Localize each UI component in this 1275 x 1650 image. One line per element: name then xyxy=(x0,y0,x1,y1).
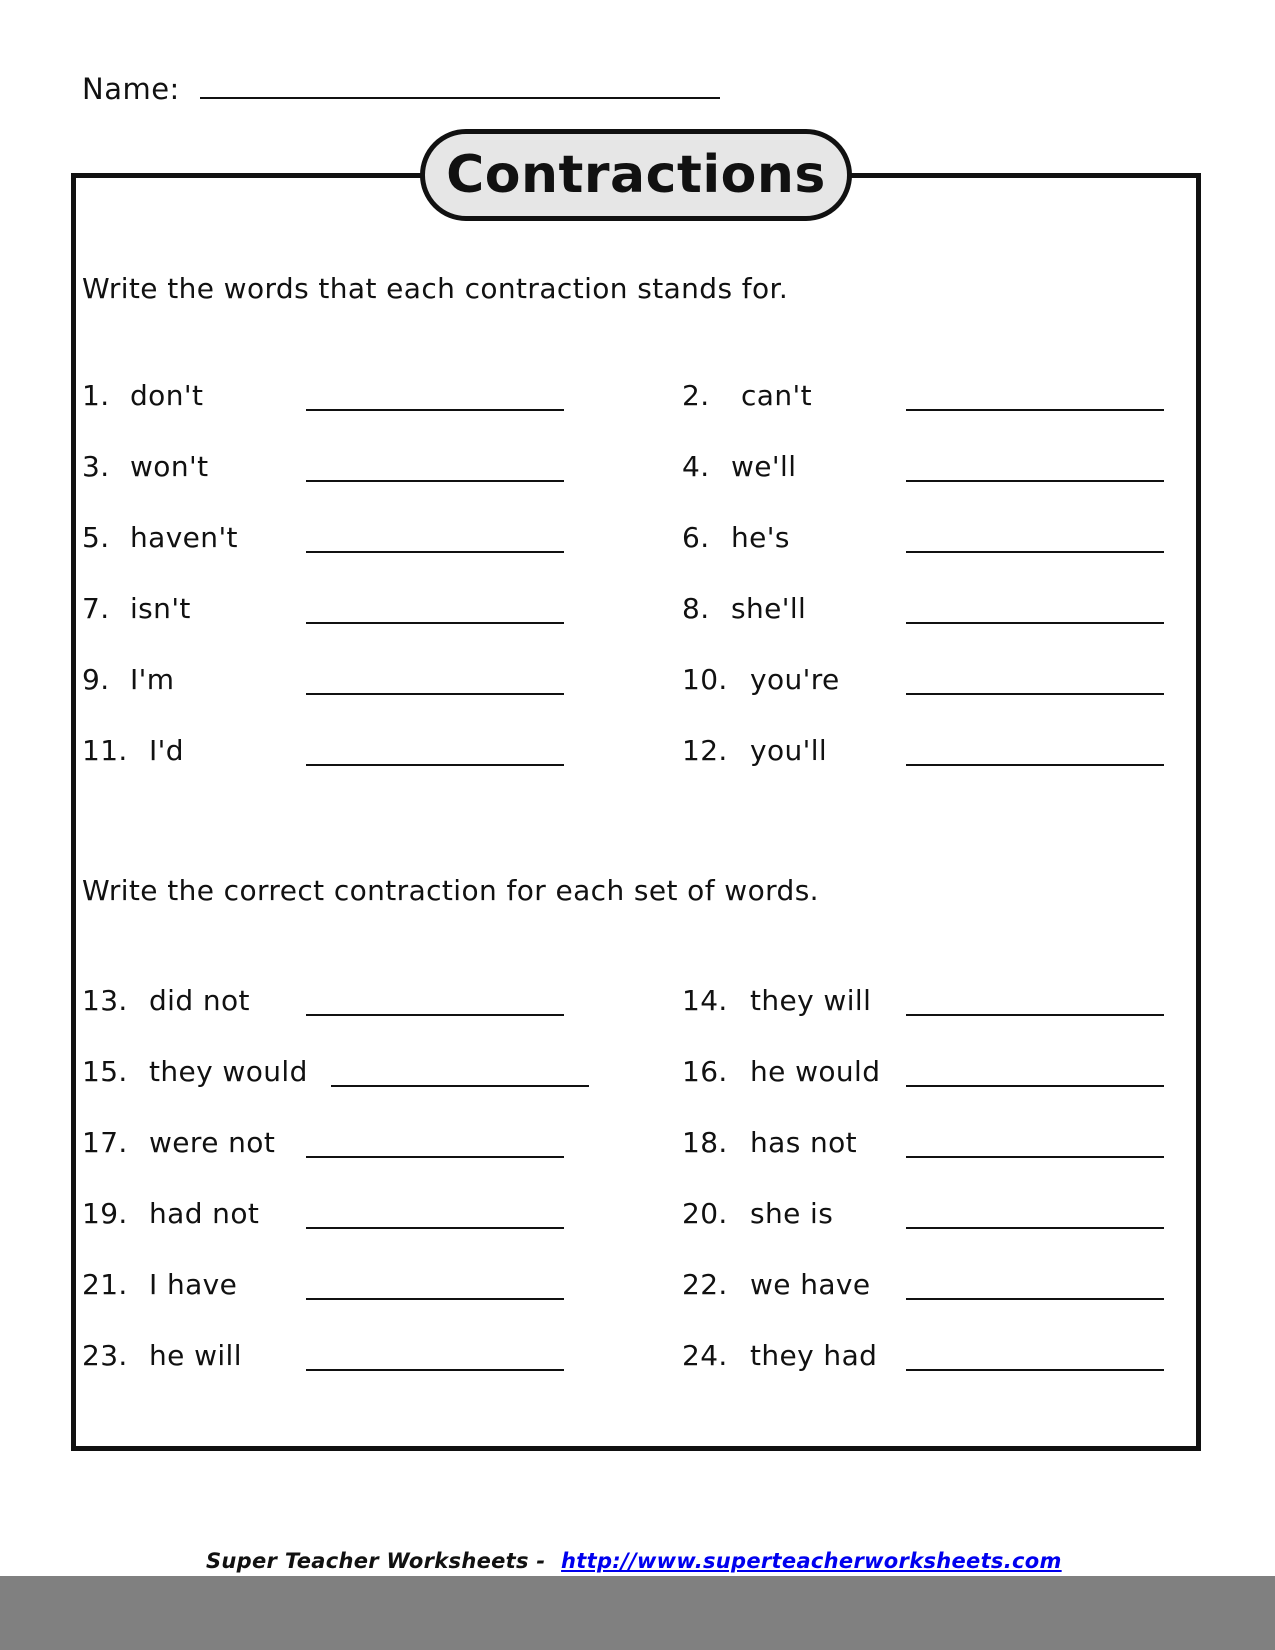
item-number: 14. xyxy=(682,984,728,1017)
answer-blank[interactable] xyxy=(331,1085,589,1087)
item-word: you're xyxy=(750,663,840,696)
item-word: they will xyxy=(750,984,872,1017)
item-number: 16. xyxy=(682,1055,728,1088)
answer-blank[interactable] xyxy=(906,551,1164,553)
answer-blank[interactable] xyxy=(306,764,564,766)
answer-blank[interactable] xyxy=(906,1369,1164,1371)
answer-blank[interactable] xyxy=(906,1085,1164,1087)
item-number: 13. xyxy=(82,984,128,1017)
item-number: 17. xyxy=(82,1126,128,1159)
item-word: she'll xyxy=(731,592,807,625)
answer-blank[interactable] xyxy=(906,1227,1164,1229)
item-number: 8. xyxy=(682,592,710,625)
footer xyxy=(206,1549,1062,1573)
item-word: they had xyxy=(750,1339,878,1372)
section1-instruction: Write the words that each contraction stands for. xyxy=(82,272,789,305)
item-word: isn't xyxy=(130,592,191,625)
item-word: he will xyxy=(149,1339,242,1372)
item-word: I have xyxy=(149,1268,238,1301)
item-word: he's xyxy=(731,521,790,554)
item-word: haven't xyxy=(130,521,238,554)
answer-blank[interactable] xyxy=(306,1156,564,1158)
answer-blank[interactable] xyxy=(906,1298,1164,1300)
item-word: you'll xyxy=(750,734,828,767)
item-number: 19. xyxy=(82,1197,128,1230)
answer-blank[interactable] xyxy=(906,622,1164,624)
section2-instruction: Write the correct contraction for each set of words. xyxy=(82,874,819,907)
item-number: 12. xyxy=(682,734,728,767)
answer-blank[interactable] xyxy=(906,409,1164,411)
item-word: I'm xyxy=(130,663,175,696)
answer-blank[interactable] xyxy=(306,693,564,695)
item-number: 18. xyxy=(682,1126,728,1159)
worksheet-frame xyxy=(71,173,1201,1451)
item-number: 10. xyxy=(682,663,728,696)
item-number: 21. xyxy=(82,1268,128,1301)
footer-brand: Super Teacher Worksheets - xyxy=(206,1549,546,1573)
answer-blank[interactable] xyxy=(306,1298,564,1300)
answer-blank[interactable] xyxy=(906,1156,1164,1158)
item-word: they would xyxy=(149,1055,308,1088)
item-word: has not xyxy=(750,1126,858,1159)
name-field-row xyxy=(82,72,720,106)
item-number: 23. xyxy=(82,1339,128,1372)
item-word: she is xyxy=(750,1197,834,1230)
item-word: don't xyxy=(130,379,204,412)
answer-blank[interactable] xyxy=(906,1014,1164,1016)
item-word: he would xyxy=(750,1055,881,1088)
item-number: 2. xyxy=(682,379,710,412)
item-number: 1. xyxy=(82,379,110,412)
item-word: were not xyxy=(149,1126,276,1159)
item-word: can't xyxy=(741,379,812,412)
item-word: did not xyxy=(149,984,250,1017)
item-number: 15. xyxy=(82,1055,128,1088)
item-word: we have xyxy=(750,1268,871,1301)
item-number: 4. xyxy=(682,450,710,483)
item-number: 5. xyxy=(82,521,110,554)
answer-blank[interactable] xyxy=(306,1014,564,1016)
answer-blank[interactable] xyxy=(306,551,564,553)
answer-blank[interactable] xyxy=(306,480,564,482)
answer-blank[interactable] xyxy=(306,409,564,411)
item-number: 6. xyxy=(682,521,710,554)
answer-blank[interactable] xyxy=(906,693,1164,695)
page-title: Contractions xyxy=(420,129,852,221)
answer-blank[interactable] xyxy=(906,764,1164,766)
name-blank-line[interactable] xyxy=(200,75,720,99)
item-number: 20. xyxy=(682,1197,728,1230)
item-word: I'd xyxy=(149,734,184,767)
item-number: 9. xyxy=(82,663,110,696)
item-number: 11. xyxy=(82,734,128,767)
item-word: won't xyxy=(130,450,209,483)
answer-blank[interactable] xyxy=(906,480,1164,482)
answer-blank[interactable] xyxy=(306,1227,564,1229)
item-word: had not xyxy=(149,1197,260,1230)
item-number: 22. xyxy=(682,1268,728,1301)
item-number: 3. xyxy=(82,450,110,483)
answer-blank[interactable] xyxy=(306,622,564,624)
bottom-grey-bar xyxy=(0,1576,1275,1650)
item-number: 24. xyxy=(682,1339,728,1372)
answer-blank[interactable] xyxy=(306,1369,564,1371)
item-number: 7. xyxy=(82,592,110,625)
item-word: we'll xyxy=(731,450,797,483)
name-label: Name: xyxy=(82,72,180,106)
footer-link[interactable]: http://www.superteacherworksheets.com xyxy=(561,1549,1062,1573)
